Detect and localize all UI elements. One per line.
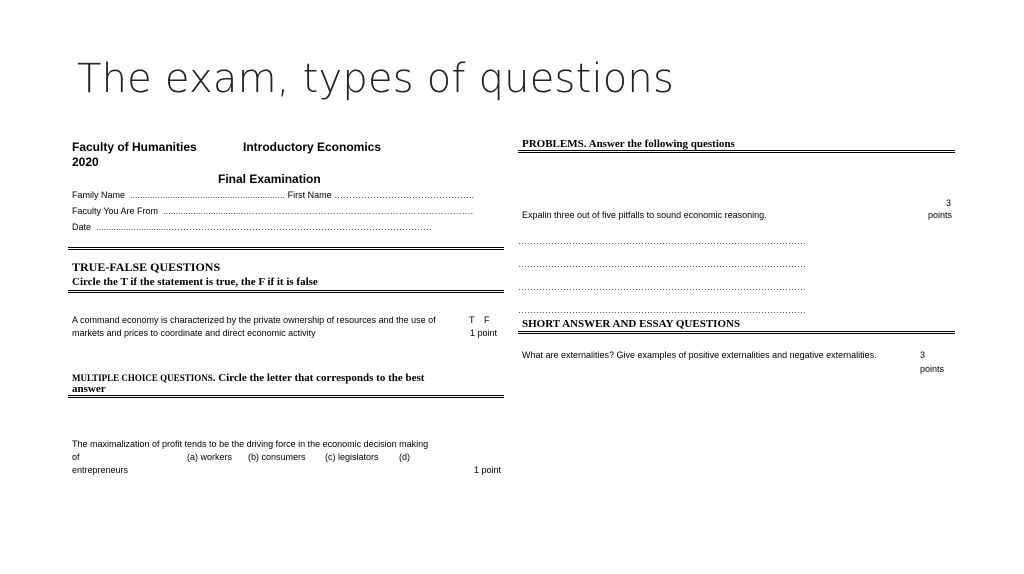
mc-heading-line2: answer bbox=[72, 383, 106, 395]
problem-points-number: 3 bbox=[946, 198, 952, 208]
mc-question-of: of bbox=[72, 452, 80, 462]
header-divider bbox=[68, 247, 504, 250]
slide-title: The exam, types of questions bbox=[77, 56, 675, 102]
tf-divider bbox=[68, 290, 504, 293]
family-name-field bbox=[72, 190, 474, 200]
problems-heading: PROBLEMS. Answer the following questions bbox=[522, 138, 735, 150]
mc-option-c: (c) legislators bbox=[325, 452, 379, 462]
answer-line-2: …………………………………………………………………………………… bbox=[518, 259, 806, 269]
mc-heading-label: MULTIPLE CHOICE QUESTIONS bbox=[72, 373, 213, 383]
date-field bbox=[72, 222, 432, 232]
sa-divider bbox=[518, 331, 955, 334]
sa-points-number: 3 bbox=[920, 350, 926, 360]
year-label: 2020 bbox=[72, 155, 99, 169]
tf-option-f: F bbox=[484, 315, 490, 325]
tf-question-line1: A command economy is characterized by the private ownership of resources and the use of bbox=[72, 315, 436, 325]
tf-heading: TRUE-FALSE QUESTIONS bbox=[72, 260, 221, 274]
mc-question-line1: The maximalization of profit tends to be the driving force in the economic decision making bbox=[72, 439, 429, 449]
sa-question: What are externalities? Give examples of positive externalities and negative externalities. bbox=[522, 350, 877, 360]
faculty-from-field bbox=[72, 206, 473, 216]
answer-line-1: …………………………………………………………………………………… bbox=[518, 236, 806, 246]
tf-instruction: Circle the T if the statement is true, the F if it is false bbox=[72, 276, 318, 288]
faculty-from-blank: .................................…………………………………………………………………. bbox=[160, 206, 474, 216]
date-label: Date bbox=[72, 222, 92, 232]
tf-option-t: T bbox=[469, 315, 475, 325]
mc-heading-instruction: . Circle the letter that corresponds to the best bbox=[212, 372, 425, 384]
mc-option-b: (b) consumers bbox=[248, 452, 306, 462]
family-name-blank: .............................................................. bbox=[127, 190, 286, 200]
problem-question: Expalin three out of five pitfalls to sound economic reasoning. bbox=[522, 210, 767, 220]
first-name-blank: ……………………………………….. bbox=[334, 190, 475, 200]
faculty-from-label: Faculty You Are From bbox=[72, 206, 159, 216]
exam-title: Final Examination bbox=[218, 172, 321, 186]
faculty-label: Faculty of Humanities bbox=[72, 140, 197, 154]
mc-divider bbox=[68, 395, 504, 398]
mc-points: 1 point bbox=[474, 465, 502, 475]
answer-line-4: …………………………………………………………………………………… bbox=[518, 305, 806, 315]
tf-question-line2: markets and prices to coordinate and direct economic activity bbox=[72, 328, 316, 338]
sa-heading: SHORT ANSWER AND ESSAY QUESTIONS bbox=[522, 318, 741, 330]
mc-heading bbox=[72, 368, 424, 386]
answer-line-3: …………………………………………………………………………………… bbox=[518, 282, 806, 292]
tf-points: 1 point bbox=[470, 328, 498, 338]
family-name-label: Family Name bbox=[72, 190, 126, 200]
problem-points-label: points bbox=[928, 210, 953, 220]
course-label: Introductory Economics bbox=[243, 140, 382, 154]
sa-points-label: points bbox=[920, 364, 945, 374]
first-name-label: First Name bbox=[287, 190, 332, 200]
mc-option-a: (a) workers bbox=[187, 452, 233, 462]
mc-option-d: (d) bbox=[399, 452, 410, 462]
date-blank: ..............................…………………………………………………………………………… bbox=[93, 222, 433, 232]
mc-question-line3: entrepreneurs bbox=[72, 465, 129, 475]
problems-divider bbox=[518, 150, 955, 153]
